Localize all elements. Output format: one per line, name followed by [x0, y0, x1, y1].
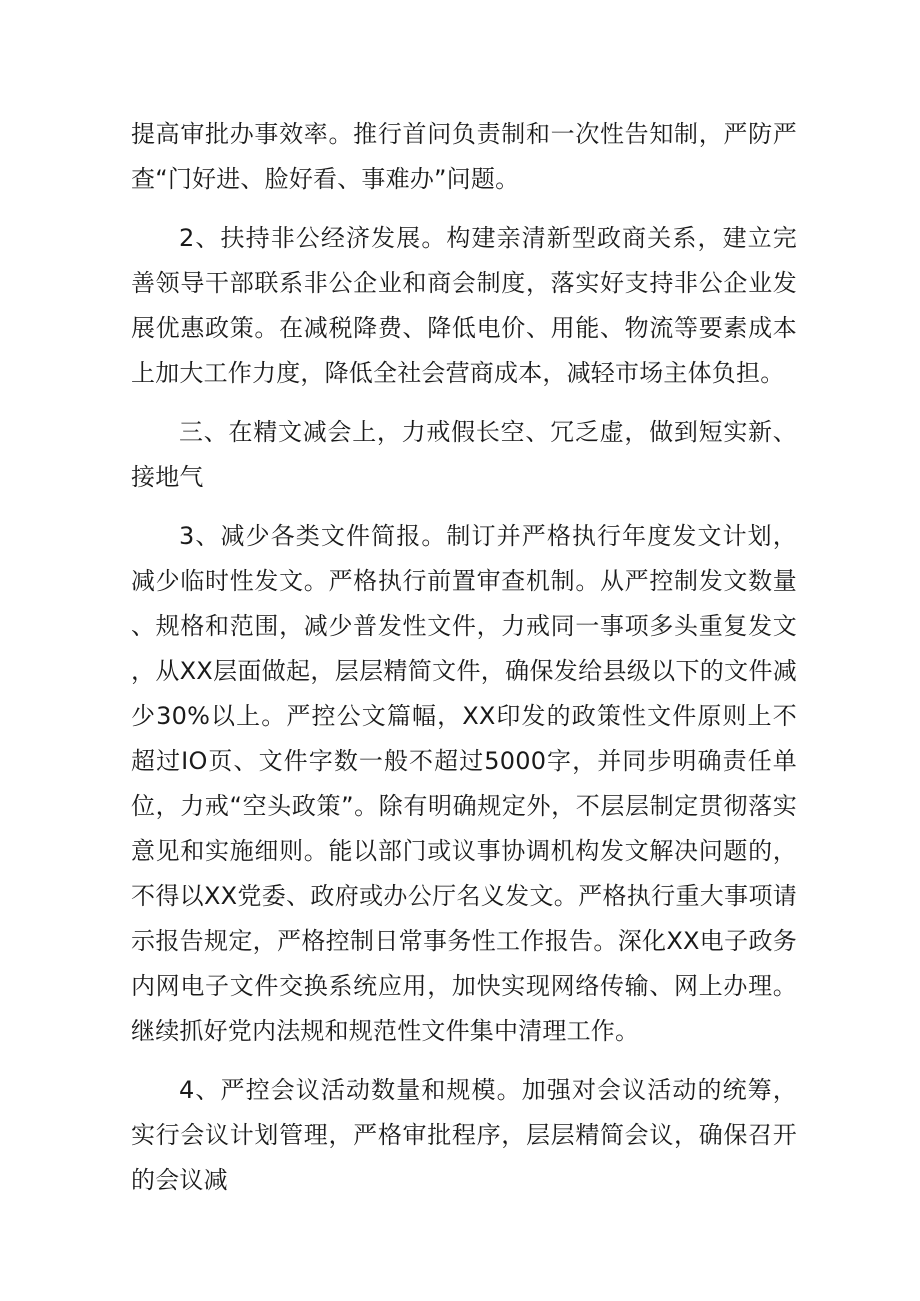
paragraph-item-2: 2、扶持非公经济发展。构建亲清新型政商关系，建立完善领导干部联系非公企业和商会制度，落实好支持非公企业发展优惠政策。在减税降费、降低电价、用能、物流等要素成本上加大工作力度，降低全社会营商成本，减轻市场主体负担。	[131, 224, 797, 387]
paragraph-item-3: 3、减少各类文件简报。制订并严格执行年度发文计划，减少临时性发文。严格执行前置审查机制。从严控制发文数量、规格和范围，减少普发性文件，力戒同一事项多头重复发文，从XX层面做起，层层精简文件，确保发给县级以下的文件减少30%以上。严控公文篇幅，XX印发的政策性文件原则上不超过IO页、文件字数一般不超过5000字，并同步明确责任单位，力戒“空头政策”。除有明确规定外，不层层制定贯彻落实意见和实施细则。能以部门或议事协调机构发文解决问题的，不得以XX党委、政府或办公厅名义发文。严格执行重大事项请示报告规定，严格控制日常事务性工作报告。深化XX电子政务内网电子文件交换系统应用，加快实现网络传输、网上办理。继续抓好党内法规和规范性文件集中清理工作。	[131, 522, 797, 1045]
document-body	[131, 112, 797, 1217]
paragraph-continuation: 提高审批办事效率。推行首问负责制和一次性告知制，严防严查“门好进、脸好看、事难办”问题。	[131, 120, 797, 193]
paragraph-item-4: 4、严控会议活动数量和规模。加强对会议活动的统筹，实行会议计划管理，严格审批程序，层层精简会议，确保召开的会议减	[131, 1076, 797, 1194]
section-heading-3: 三、在精文减会上，力戒假长空、冗乏虚，做到短实新、接地气	[131, 418, 797, 491]
